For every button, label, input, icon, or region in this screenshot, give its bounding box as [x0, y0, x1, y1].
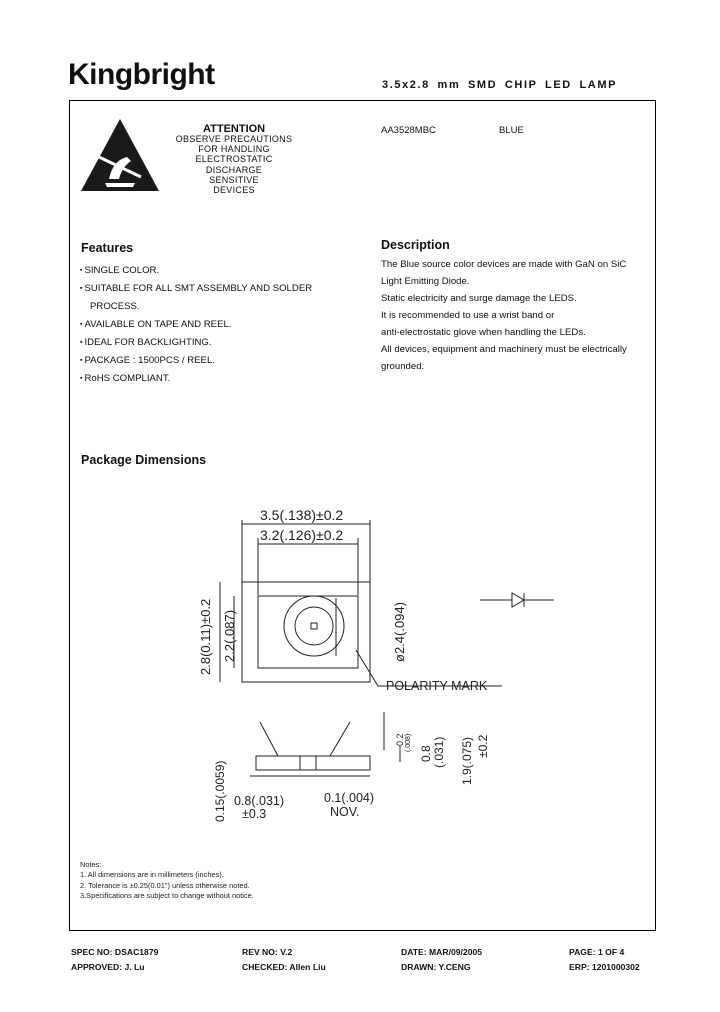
feature-text: RoHS COMPLIANT. — [84, 373, 171, 384]
package-dimension-drawing — [190, 500, 570, 830]
dim-r3: 1.9(.075) — [460, 736, 474, 785]
bullet-icon: ▪ — [80, 321, 83, 328]
notes-title: Notes: — [80, 860, 102, 869]
dim-lens-diameter: ø2.4(.094) — [392, 602, 407, 662]
feature-text: IDEAL FOR BACKLIGHTING. — [84, 337, 212, 348]
bullet-icon: ▪ — [80, 375, 83, 382]
bullet-icon: ▪ — [80, 267, 83, 274]
footer-checked: CHECKED: Allen Liu — [242, 962, 326, 972]
dim-r1: 0.2 — [395, 733, 405, 746]
kingbright-logo: Kingbright — [68, 58, 215, 91]
description-text — [381, 256, 651, 375]
features-title: Features — [81, 241, 134, 255]
footer-approved: APPROVED: J. Lu — [71, 962, 145, 972]
description-line: The Blue source color devices are made with GaN on SiC — [381, 259, 627, 270]
note-line: 2. Tolerance is ±0.25(0.01") unless otherwise noted. — [80, 880, 250, 890]
footer-drawn: DRAWN: Y.CENG — [401, 962, 471, 972]
description-title: Description — [381, 238, 450, 252]
dim-left-outer: 2.8(0.11)±0.2 — [198, 598, 213, 675]
attention-line: OBSERVE PRECAUTIONS — [175, 134, 293, 144]
note-line: 1. All dimensions are in millimeters (inches). — [80, 870, 224, 880]
attention-title: ATTENTION — [203, 123, 266, 135]
feature-item — [80, 334, 350, 352]
bullet-icon: ▪ — [80, 357, 83, 364]
feature-item — [80, 262, 350, 280]
feature-text: SUITABLE FOR ALL SMT ASSEMBLY AND SOLDER — [84, 283, 313, 294]
feature-item — [80, 352, 350, 370]
feature-item — [80, 298, 350, 316]
dim-w1-tol: ±0.3 — [242, 807, 267, 821]
attention-line: ELECTROSTATIC — [195, 154, 273, 165]
description-line: anti-electrostatic glove when handling the LEDs. — [381, 327, 586, 338]
footer-date: DATE: MAR/09/2005 — [401, 947, 483, 957]
dim-r2: 0.8 — [419, 745, 433, 762]
dim-gap-tol: NOV. — [330, 805, 360, 819]
description-line: Static electricity and surge damage the LEDS. — [381, 293, 577, 304]
dim-top-outer: 3.5(.138)±0.2 — [260, 507, 344, 523]
features-list — [80, 262, 350, 388]
part-number: AA3528MBC — [381, 125, 436, 136]
description-line: grounded. — [381, 361, 425, 372]
dim-h1: 0.15(.0059) — [213, 760, 227, 822]
notes — [80, 860, 254, 901]
feature-item — [80, 316, 350, 334]
attention-line: FOR HANDLING — [198, 144, 270, 155]
dim-r1-inch: (.008) — [405, 733, 412, 752]
dim-r3-tol: ±0.2 — [476, 734, 490, 758]
attention-line: DEVICES — [213, 185, 255, 196]
dim-r2-inch: (.031) — [432, 736, 446, 768]
attention-line: DISCHARGE — [205, 164, 263, 175]
footer-erp: ERP: 1201000302 — [569, 962, 640, 972]
footer-spec-no: SPEC NO: DSAC1879 — [71, 947, 159, 957]
bullet-icon: ▪ — [80, 285, 83, 292]
description-line: All devices, equipment and machinery must be electrically — [381, 344, 627, 355]
note-line: 3.Specifications are subject to change without notice. — [80, 890, 254, 900]
esd-warning-icon — [79, 117, 161, 193]
footer-rev-no: REV NO: V.2 — [242, 947, 293, 957]
package-dimensions-title: Package Dimensions — [81, 453, 207, 467]
feature-text: PROCESS. — [90, 301, 140, 312]
attention-line: SENSITIVE — [209, 174, 259, 185]
feature-text: SINGLE COLOR. — [84, 265, 160, 276]
bullet-icon: ▪ — [80, 339, 83, 346]
emitting-color: BLUE — [499, 125, 524, 136]
description-line: Light Emitting Diode. — [381, 276, 470, 287]
dim-w1: 0.8(.031) — [234, 794, 285, 808]
attention-text — [168, 134, 300, 195]
dim-gap: 0.1(.004) — [324, 791, 375, 805]
polarity-mark-label: POLARITY MARK — [386, 679, 488, 693]
footer-page: PAGE: 1 OF 4 — [569, 947, 625, 957]
feature-text: PACKAGE : 1500PCS / REEL. — [84, 355, 215, 366]
description-line: It is recommended to use a wrist band or — [381, 310, 555, 321]
feature-item — [80, 280, 350, 298]
dim-top-inner: 3.2(.126)±0.2 — [260, 527, 344, 543]
document-title: 3.5x2.8 mm SMD CHIP LED LAMP — [382, 79, 618, 91]
feature-item — [80, 370, 350, 388]
dim-left-inner: 2.2(.087) — [222, 609, 237, 662]
feature-text: AVAILABLE ON TAPE AND REEL. — [84, 319, 232, 330]
